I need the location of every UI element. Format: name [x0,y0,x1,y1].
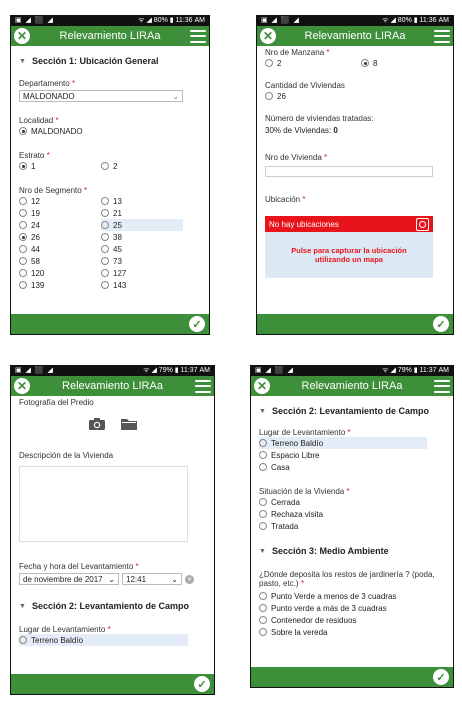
segmento-option[interactable]: 120 [19,267,101,279]
radio-icon [259,510,267,518]
manzana-option-2[interactable]: 2 [265,57,345,69]
segmento-option[interactable]: 73 [101,255,183,267]
vivienda-input[interactable] [265,166,433,177]
radio-icon [259,463,267,471]
form-content [11,396,214,674]
map-capture-text: Pulse para capturar la ubicación utilizando un mapa [291,246,407,264]
manzana-option-8[interactable]: 8 [345,57,425,69]
radio-icon [259,616,267,624]
estrato-label: Estrato * [19,151,50,160]
segmento-option[interactable]: 26 [19,231,101,243]
status-left: ▣ ◢ ⬛ ◢ [15,17,54,24]
lugar-label: Lugar de Levantamiento * [259,428,351,437]
screen-2 [256,15,454,335]
segmento-option[interactable]: 21 [101,207,183,219]
close-icon[interactable]: ✕ [254,378,270,394]
status-bar [251,366,453,376]
close-icon[interactable]: ✕ [14,28,30,44]
porcentaje-text: 30% de Viviendas: 0 [265,126,338,135]
bottom-bar [11,314,209,334]
section-title: Sección 3: Medio Ambiente [271,546,389,556]
estrato-option-2[interactable]: 2 [101,160,183,172]
radio-icon [19,281,27,289]
app-title: Relevamiento LIRAa [301,380,403,392]
form-content [257,46,453,314]
status-bar [11,366,214,376]
radio-icon [259,592,267,600]
situacion-option[interactable]: Cerrada [259,496,445,508]
segmento-option[interactable]: 25 [101,219,183,231]
radio-icon [259,498,267,506]
app-title: Relevamiento LIRAa [304,30,406,42]
screen-1 [10,15,210,335]
section-header[interactable] [19,601,206,611]
radio-icon [19,636,27,644]
tratadas-label: Número de viviendas tratadas: [265,114,374,123]
app-title: Relevamiento LIRAa [62,380,163,392]
localidad-label: Localidad * [19,116,59,125]
chevron-down-icon: ⌄ [171,574,178,584]
section-header[interactable] [259,406,445,416]
close-icon[interactable]: ✕ [14,378,30,394]
collapse-triangle-icon: ▼ [19,58,26,65]
section-title: Sección 1: Ubicación General [31,56,159,66]
radio-icon [101,257,109,265]
form-content [251,396,453,667]
radio-selected-icon [361,59,369,67]
map-capture-area[interactable] [265,232,433,278]
radio-icon [259,439,267,447]
status-left: ▣ ◢ ⬛ ◢ [15,367,54,374]
status-right: ᯤ ◢ 80% ▮ 11:36 AM [382,17,449,24]
collapse-triangle-icon: ▼ [19,603,26,610]
radio-icon [265,92,273,100]
bottom-bar [251,667,453,687]
situacion-option[interactable]: Tratada [259,520,445,532]
segmento-option[interactable]: 139 [19,279,101,291]
departamento-select[interactable] [19,90,183,102]
radio-icon [259,604,267,612]
fecha-row [19,573,206,585]
radio-icon [259,451,267,459]
radio-selected-icon [19,127,27,135]
radio-icon [101,233,109,241]
section-header[interactable] [19,56,201,66]
cantidad-option[interactable]: 26 [265,90,445,102]
jardineria-option[interactable]: Punto verde a más de 3 cuadras [259,602,445,614]
lugar-option[interactable]: Terreno Baldío [19,634,188,646]
app-bar [257,26,453,46]
status-right: ᯤ ◢ 79% ▮ 11:37 AM [143,367,210,374]
segmento-option[interactable]: 24 [19,219,101,231]
app-bar [11,376,214,396]
status-bar [11,16,209,26]
fecha-label: Fecha y hora del Levantamiento * [19,562,139,571]
menu-icon[interactable] [190,30,206,43]
radio-icon [101,197,109,205]
radio-icon [19,197,27,205]
radio-icon [19,221,27,229]
segmento-options [19,195,183,291]
hora-select[interactable] [122,573,182,585]
segmento-label: Nro de Segmento * [19,186,88,195]
radio-selected-icon [19,162,27,170]
lugar-option[interactable]: Espacio Libre [259,449,445,461]
checkmark-icon[interactable]: ✓ [433,669,449,685]
camera-icon[interactable] [88,417,106,431]
checkmark-icon[interactable]: ✓ [189,316,205,332]
no-ubicaciones-text: No hay ubicaciones [269,219,339,229]
bottom-bar [257,314,453,334]
app-title: Relevamiento LIRAa [59,30,161,42]
situacion-label: Situación de la Vivienda * [259,487,350,496]
segmento-option[interactable]: 38 [101,231,183,243]
collapse-triangle-icon: ▼ [259,548,266,555]
segmento-option[interactable]: 58 [19,255,101,267]
form-content [11,46,209,314]
checkmark-icon[interactable]: ✓ [194,676,210,692]
lugar-option[interactable]: Casa [259,461,445,473]
chevron-down-icon: ⌄ [172,91,179,101]
bottom-bar [11,674,214,694]
lugar-option[interactable]: Terreno Baldío [259,437,427,449]
section-title: Sección 2: Levantamiento de Campo [271,406,429,416]
radio-icon [101,221,109,229]
departamento-value: MALDONADO [23,91,75,101]
radio-icon [19,245,27,253]
radio-icon [19,209,27,217]
checkmark-icon[interactable]: ✓ [433,316,449,332]
status-right: ᯤ ◢ 80% ▮ 11:36 AM [138,17,205,24]
radio-icon [265,59,273,67]
menu-icon[interactable] [195,380,211,393]
clear-icon[interactable]: ✕ [186,576,193,583]
radio-selected-icon [19,233,27,241]
close-icon[interactable]: ✕ [260,28,276,44]
segmento-option[interactable]: 44 [19,243,101,255]
localidad-option[interactable]: MALDONADO [19,125,201,137]
foto-actions [19,417,206,431]
segmento-option[interactable]: 13 [101,195,183,207]
menu-icon[interactable] [434,380,450,393]
radio-icon [101,162,109,170]
cantidad-label: Cantidad de Viviendas [265,81,345,90]
hora-value: 12:41 [126,574,147,584]
app-bar [251,376,453,396]
fecha-value: de noviembre de 2017 [23,574,103,584]
no-ubicaciones-bar [265,216,433,232]
jardineria-option[interactable]: Contenedor de residuos [259,614,445,626]
situacion-option[interactable]: Rechaza visita [259,508,445,520]
screen-3 [10,365,215,695]
jardineria-option[interactable]: Punto Verde a menos de 3 cuadras [259,590,445,602]
estrato-option-1[interactable]: 1 [19,160,101,172]
status-left: ▣ ◢ ⬛ ◢ [255,367,294,374]
section-title: Sección 2: Levantamiento de Campo [31,601,189,611]
folder-icon[interactable] [120,417,138,431]
menu-icon[interactable] [434,30,450,43]
radio-icon [101,269,109,277]
descripcion-label: Descripción de la Vivienda [19,451,114,460]
ubicacion-label: Ubicación * [265,195,306,204]
chevron-down-icon: ⌄ [108,574,115,584]
segmento-option[interactable]: 19 [19,207,101,219]
radio-icon [101,245,109,253]
radio-icon [101,281,109,289]
status-left: ▣ ◢ ⬛ ◢ [261,17,300,24]
segmento-option[interactable]: 12 [19,195,101,207]
section-header-3[interactable] [259,546,445,556]
lugar-label: Lugar de Levantamiento * [19,625,111,634]
segmento-option[interactable]: 143 [101,279,183,291]
radio-icon [259,522,267,530]
status-bar [257,16,453,26]
jardineria-label: ¿Dónde deposita los restos de jardinería ? (poda, pasto, etc.) * [259,570,435,588]
segmento-option[interactable]: 127 [101,267,183,279]
status-right: ᯤ ◢ 79% ▮ 11:37 AM [382,367,449,374]
manzana-label: Nro de Manzana * [265,48,330,57]
jardineria-option[interactable]: Sobre la vereda [259,626,445,638]
radio-icon [101,209,109,217]
departamento-label: Departamento * [19,79,76,88]
screen-4 [250,365,454,688]
segmento-option[interactable]: 45 [101,243,183,255]
collapse-triangle-icon: ▼ [259,408,266,415]
app-bar [11,26,209,46]
radio-icon [19,257,27,265]
target-icon[interactable] [416,218,429,231]
fecha-select[interactable] [19,573,119,585]
radio-icon [19,269,27,277]
descripcion-textarea[interactable] [19,466,188,542]
radio-icon [259,628,267,636]
vivienda-label: Nro de Vivienda * [265,153,328,162]
foto-label: Fotografía del Predio [19,398,94,407]
